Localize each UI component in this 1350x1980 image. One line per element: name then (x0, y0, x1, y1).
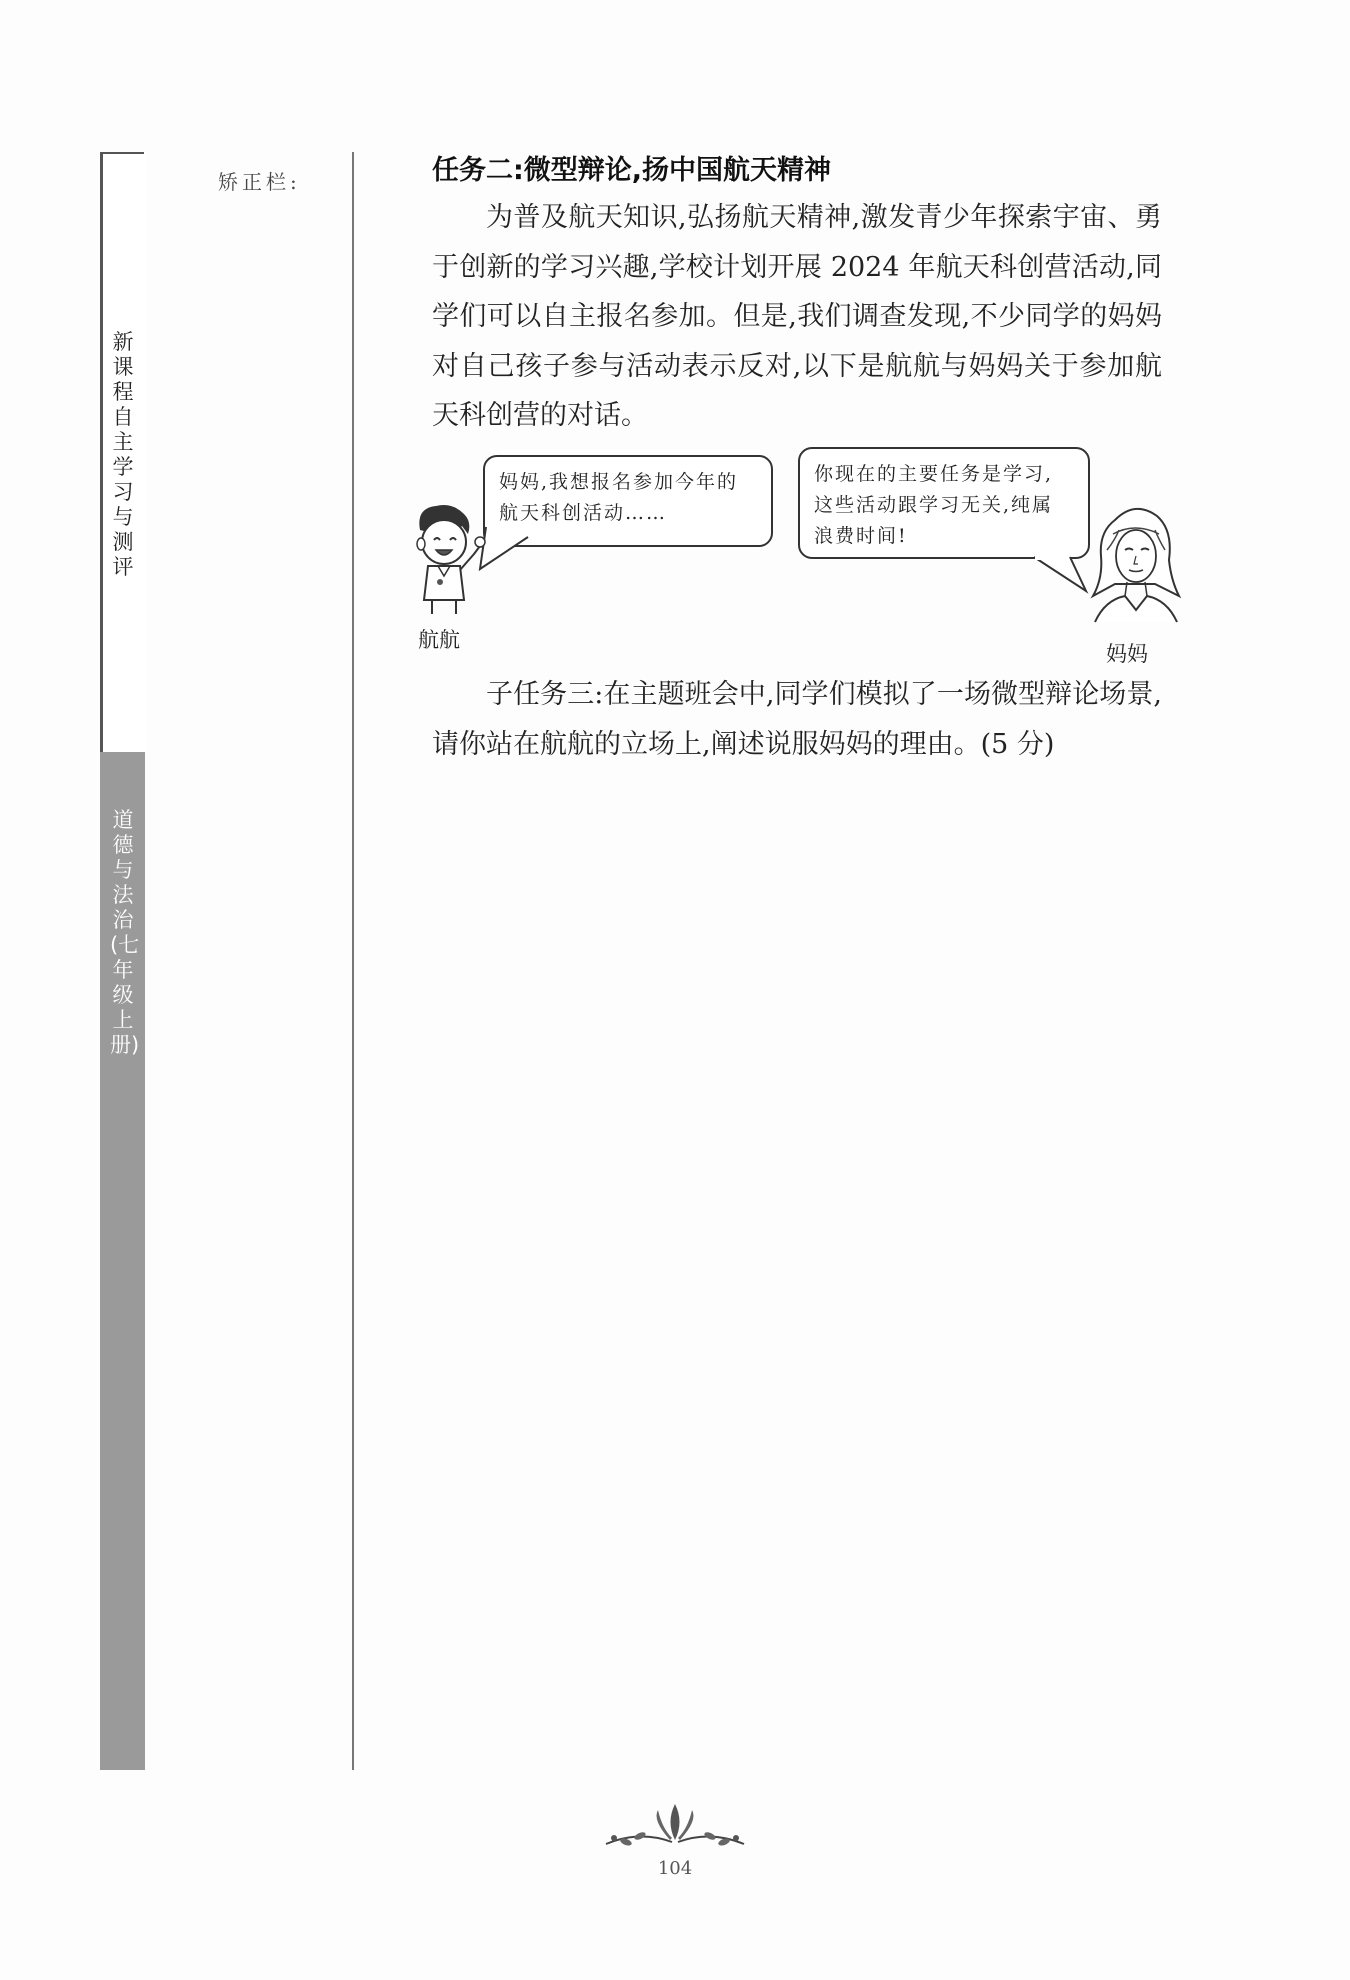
correction-column-divider (352, 152, 354, 1770)
tab-top-rule (100, 152, 144, 154)
subtask-paragraph: 子任务三:在主题班会中,同学们模拟了一场微型辩论场景,请你站在航航的立场上,阐述说服妈妈的理由。(5 分) (432, 679, 1162, 760)
footer-ornament-icon (600, 1800, 750, 1856)
boy-name-label: 航航 (418, 628, 460, 652)
mom-speech-bubble: 你现在的主要任务是学习,这些活动跟学习无关,纯属浪费时间! (798, 447, 1090, 559)
task-heading: 任务二:微型辩论,扬中国航天精神 (432, 155, 832, 186)
intro-paragraph: 为普及航天知识,弘扬航天精神,激发青少年探索宇宙、勇于创新的学习兴趣,学校计划开展 2024 年航天科创营活动,同学们可以自主报名参加。但是,我们调查发现,不少同学的妈妈对自己孩子参与活动表示反对,以下是航航与妈妈关于参加航天科创营的对话。 (432, 202, 1162, 431)
series-title: 新课程自主学习与测评 (112, 330, 134, 579)
boy-illustration (402, 500, 492, 620)
boy-speech-bubble: 妈妈,我想报名参加今年的航天科创活动…… (483, 455, 773, 547)
mom-name-label: 妈妈 (1106, 642, 1148, 666)
subject-title: 道德与法治(七年级上册) (110, 808, 140, 1057)
correction-column-label: 矫正栏: (218, 170, 301, 194)
mom-illustration (1085, 500, 1185, 630)
mom-bubble-tail (1030, 555, 1090, 595)
page-number: 104 (657, 1858, 693, 1879)
